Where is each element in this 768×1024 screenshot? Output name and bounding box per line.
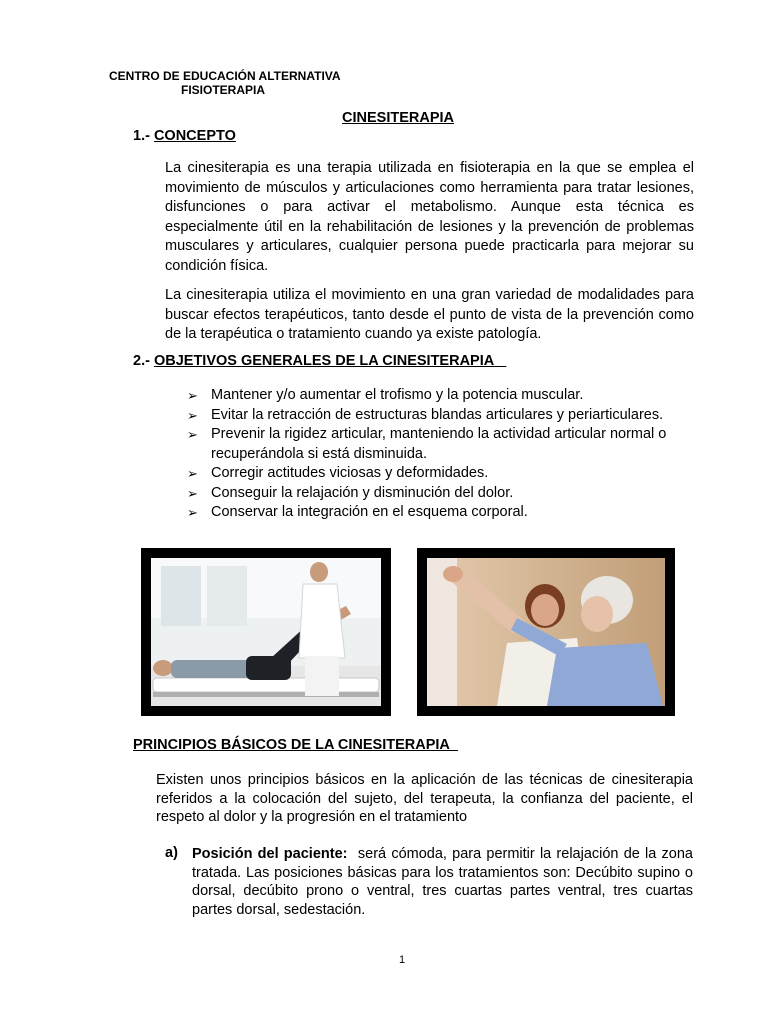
item-a-text: será cómoda, para permitir la relajación de la zona tratada. Las posiciones básicas para los tratamientos son: Decúbito supino o dorsal, decúbito prono o ventral, tres cuartas partes ventral, tres cuartas partes dorsal, sedestación. (192, 846, 693, 918)
arrow-bullet-icon: ➢ (187, 427, 198, 442)
section-title: OBJETIVOS GENERALES DE LA CINESITERAPIA (153, 353, 495, 369)
item-a-paragraph (192, 845, 693, 919)
photo-leg-stretch (141, 548, 391, 716)
principles-intro-paragraph: Existen unos principios básicos en la aplicación de las técnicas de cinesiterapia referidos a la colocación del sujeto, del terapeuta, la confianza del paciente, el respeto al dolor y la progresión en el tratamiento (156, 772, 693, 825)
concept-paragraph-1: La cinesiterapia es una terapia utilizada en fisioterapia en la que se emplea el movimiento de músculos y articulaciones como herramienta para tratar lesiones, disfunciones o para activar el metabolismo. Aunque esta técnica es especialmente útil en la rehabilitación de lesiones y la prevención de problemas musculares y articulares, cualquier persona puede practicarla para mejorar su condición física. (165, 160, 694, 274)
section-heading-principios (133, 737, 458, 753)
arrow-bullet-icon: ➢ (187, 407, 198, 423)
arrow-bullet-icon: ➢ (187, 485, 198, 501)
institution-name: CENTRO DE EDUCACIÓN ALTERNATIVA (109, 69, 341, 83)
department-name: FISIOTERAPIA (181, 83, 266, 97)
list-item: ➢ Evitar la retracción de estructuras blandas articulares y periarticulares. (165, 406, 694, 426)
section-heading-objetivos (133, 353, 506, 369)
list-item: ➢ Conseguir la relajación y disminución del dolor. (165, 484, 694, 504)
arrow-bullet-icon: ➢ (187, 388, 198, 403)
concept-paragraph-2: La cinesiterapia utiliza el movimiento en una gran variedad de modalidades para buscar efectos terapéuticos, tanto desde el punto de vista de la prevención como de la terapéutica o tratamiento cuando ya existe patología. (165, 287, 694, 342)
section-title: PRINCIPIOS BÁSICOS DE LA CINESITERAPIA (133, 737, 450, 753)
list-item: ➢ Prevenir la rigidez articular, manteniendo la actividad articular normal o recuperándola si está disminuida. (187, 426, 667, 462)
page-title: CINESITERAPIA (342, 110, 454, 126)
item-a-term: Posición del paciente: (192, 846, 348, 862)
arrow-bullet-icon: ➢ (187, 505, 198, 520)
list-item: ➢ Corregir actitudes viciosas y deformidades. (165, 464, 694, 484)
section-number: 2.- (133, 353, 150, 369)
list-item: ➢ Mantener y/o aumentar el trofismo y la potencia muscular. (165, 386, 694, 406)
section-heading-concepto (133, 128, 236, 144)
list-item: ➢ Conservar la integración en el esquema corporal. (165, 503, 694, 523)
section-title: CONCEPTO (153, 128, 236, 144)
objectives-list (165, 386, 694, 523)
section-number: 1.- (133, 128, 150, 144)
page-number: 1 (399, 954, 406, 966)
arrow-bullet-icon: ➢ (187, 466, 198, 481)
photo-arm-mobilization (417, 548, 675, 716)
item-label-a: a) (165, 845, 178, 861)
